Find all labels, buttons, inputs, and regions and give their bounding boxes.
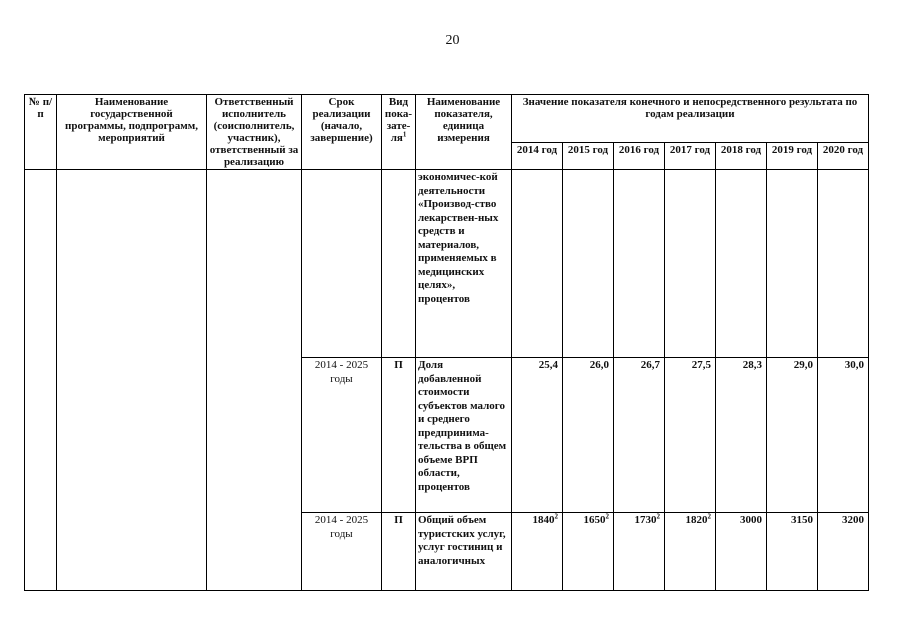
cell-indicator-name: экономичес-кой деятельности «Производ-ство лекарствен-ных средств и материалов, применяемых в медицинских целях», процентов <box>416 170 512 358</box>
header-year: 2019 год <box>767 143 818 170</box>
cell-value-footnote: 2 <box>707 512 711 521</box>
header-year: 2016 год <box>614 143 665 170</box>
cell-value: 30,0 <box>818 358 869 513</box>
cell-num <box>25 170 57 591</box>
indicators-table <box>24 94 869 591</box>
header-period: Срок реализации (начало, завершение) <box>302 95 382 170</box>
cell-value <box>818 170 869 358</box>
header-program: Наименование государственной программы, подпрограмм, мероприятий <box>57 95 207 170</box>
page-number: 20 <box>445 33 460 48</box>
cell-period: 2014 - 2025 годы <box>302 513 382 591</box>
cell-value: 26,7 <box>614 358 665 513</box>
cell-executor <box>207 170 302 591</box>
cell-indicator-name: Доля добавленной стоимости субъектов малого и среднего предпринима-тельства в общем объеме ВРП области, процентов <box>416 358 512 513</box>
cell-type: П <box>382 513 416 591</box>
cell-value-number: 1840 <box>532 514 555 526</box>
header-indicator-type <box>382 95 416 170</box>
cell-type: П <box>382 358 416 513</box>
cell-type <box>382 170 416 358</box>
cell-value: 3200 <box>818 513 869 591</box>
cell-value-footnote: 2 <box>605 512 609 521</box>
cell-period: 2014 - 2025 годы <box>302 358 382 513</box>
cell-value <box>563 170 614 358</box>
cell-indicator-name: Общий объем туристских услуг, услуг гостиниц и аналогичных <box>416 513 512 591</box>
header-executor: Ответственный исполнитель (соисполнитель, участник), ответственный за реализацию <box>207 95 302 170</box>
header-year: 2020 год <box>818 143 869 170</box>
header-num: № п/п <box>25 95 57 170</box>
header-indicator-name: Наименование показателя, единица измерения <box>416 95 512 170</box>
cell-value: 29,0 <box>767 358 818 513</box>
header-year: 2015 год <box>563 143 614 170</box>
header-year: 2018 год <box>716 143 767 170</box>
cell-period <box>302 170 382 358</box>
cell-value <box>767 170 818 358</box>
cell-value: 26,0 <box>563 358 614 513</box>
cell-value <box>512 513 563 591</box>
header-values-group: Значение показателя конечного и непосредственного результата по годам реализации <box>512 95 869 143</box>
cell-value <box>716 170 767 358</box>
header-year: 2014 год <box>512 143 563 170</box>
cell-value: 27,5 <box>665 358 716 513</box>
cell-value-number: 1730 <box>634 514 657 526</box>
cell-value <box>614 513 665 591</box>
header-row-1 <box>25 95 869 143</box>
cell-value <box>614 170 665 358</box>
cell-value <box>665 170 716 358</box>
cell-program <box>57 170 207 591</box>
cell-value: 3150 <box>767 513 818 591</box>
cell-value <box>665 513 716 591</box>
header-indicator-type-text: Вид пока-зате-ля <box>384 96 413 144</box>
cell-value-footnote: 2 <box>554 512 558 521</box>
cell-value: 3000 <box>716 513 767 591</box>
cell-value <box>512 170 563 358</box>
header-year: 2017 год <box>665 143 716 170</box>
cell-value-number: 1650 <box>583 514 606 526</box>
cell-value-number: 1820 <box>685 514 708 526</box>
cell-value: 28,3 <box>716 358 767 513</box>
table-row <box>25 170 869 358</box>
cell-value <box>563 513 614 591</box>
cell-value-footnote: 2 <box>656 512 660 521</box>
cell-value: 25,4 <box>512 358 563 513</box>
header-indicator-type-footnote: 1 <box>402 130 407 139</box>
